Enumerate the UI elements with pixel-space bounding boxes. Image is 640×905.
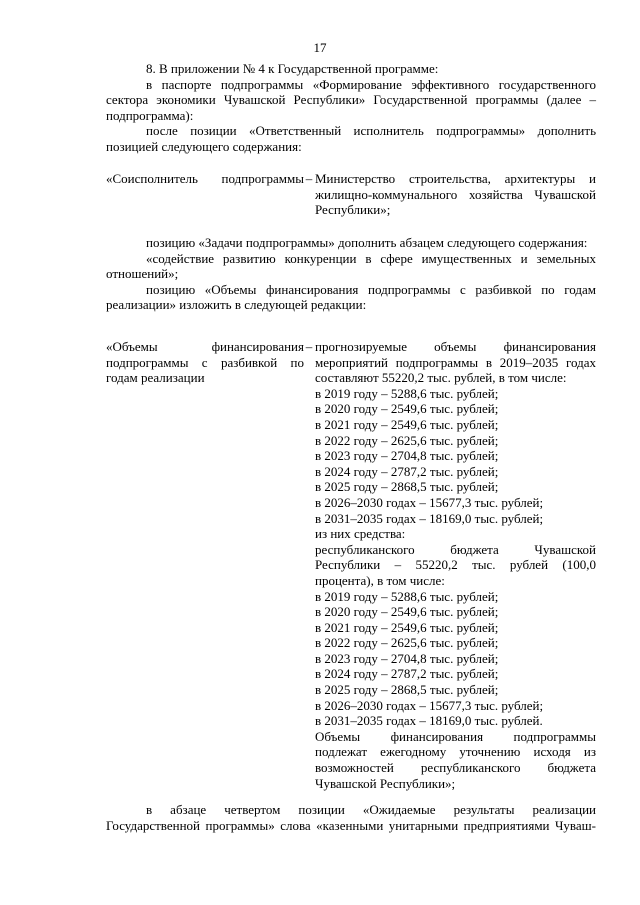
paragraph-financing-position: позицию «Объемы финансирования подпрограммы с разбивкой по годам реализации» изложить в следующей редакции:: [106, 281, 596, 313]
intro-block: [106, 61, 596, 155]
year-line: в 2019 году – 5288,6 тыс. рублей;: [315, 385, 499, 401]
year-line: в 2021 году – 2549,6 тыс. рублей;: [315, 416, 499, 432]
funds-from-line: из них средства:: [315, 526, 406, 542]
position-label-financing: «Объемы финансирования подпрограммы с разбивкой по годам реализации: [106, 339, 304, 386]
year-line: в 2024 году – 2787,2 тыс. рублей;: [315, 666, 499, 682]
paragraph-tasks: позицию «Задачи подпрограммы» дополнить абзацем следующего содержания:: [146, 235, 588, 250]
paragraph-competition: «содействие развитию конкуренции в сфере имущественных и земельных отношений»;: [106, 250, 596, 282]
year-line: в 2020 году – 2549,6 тыс. рублей;: [315, 604, 499, 620]
year-line: в 2025 году – 2868,5 тыс. рублей;: [315, 479, 499, 495]
year-line: в 2031–2035 годах – 18169,0 тыс. рублей;: [315, 510, 544, 526]
position-label-coexecutor: «Соисполнитель подпрограммы: [106, 171, 304, 186]
position-dash: –: [305, 339, 313, 354]
paragraph-after-position: после позиции «Ответственный исполнитель подпрограммы» дополнить позицией следующего содержания:: [106, 123, 596, 154]
paragraph-item-8: 8. В приложении № 4 к Государственной программе:: [146, 61, 439, 76]
budget-paragraph: республиканского бюджета Чувашской Республики – 55220,2 тыс. рублей (100,0 процента), в том числе:: [315, 541, 596, 588]
financing-lead: прогнозируемые объемы финансирования мероприятий подпрограммы в 2019–2035 годах составляют 55220,2 тыс. рублей, в том числе:: [315, 339, 596, 386]
page-number: 17: [313, 40, 327, 55]
middle-block: [106, 235, 596, 313]
year-line: в 2020 году – 2549,6 тыс. рублей;: [315, 401, 499, 417]
year-line: в 2021 году – 2549,6 тыс. рублей;: [315, 619, 499, 635]
year-line: в 2026–2030 годах – 15677,3 тыс. рублей;: [315, 697, 544, 713]
closing-block: [106, 802, 596, 833]
position-value-financing: [315, 339, 596, 791]
year-line: в 2022 году – 2625,6 тыс. рублей;: [315, 432, 499, 448]
year-line: в 2026–2030 годах – 15677,3 тыс. рублей;: [315, 494, 544, 510]
financing-note: Объемы финансирования подпрограммы подлежат ежегодному уточнению исходя из возможностей республиканского бюджета Чувашской Республики»;: [315, 728, 596, 791]
year-line: в 2024 году – 2787,2 тыс. рублей;: [315, 463, 499, 479]
paragraph-fourth-subparagraph: в абзаце четвертом позиции «Ожидаемые результаты реализации Государственной программы» слова «казенными унитарными предприятиями Чуваш-: [106, 802, 596, 833]
year-line: в 2023 году – 2704,8 тыс. рублей;: [315, 448, 499, 464]
year-line: в 2023 году – 2704,8 тыс. рублей;: [315, 650, 499, 666]
position-value-coexecutor: Министерство строительства, архитектуры и жилищно-коммунального хозяйства Чувашской Республики»;: [315, 171, 596, 218]
paragraph-passport: в паспорте подпрограммы «Формирование эффективного государственного сектора экономики Чувашской Республики» Государственной программы (далее – подпрограмма):: [106, 76, 596, 123]
year-line: в 2025 году – 2868,5 тыс. рублей;: [315, 682, 499, 698]
year-line: в 2031–2035 годах – 18169,0 тыс. рублей.: [315, 713, 543, 729]
position-dash: –: [305, 171, 313, 186]
year-line: в 2019 году – 5288,6 тыс. рублей;: [315, 588, 499, 604]
year-line: в 2022 году – 2625,6 тыс. рублей;: [315, 635, 499, 651]
